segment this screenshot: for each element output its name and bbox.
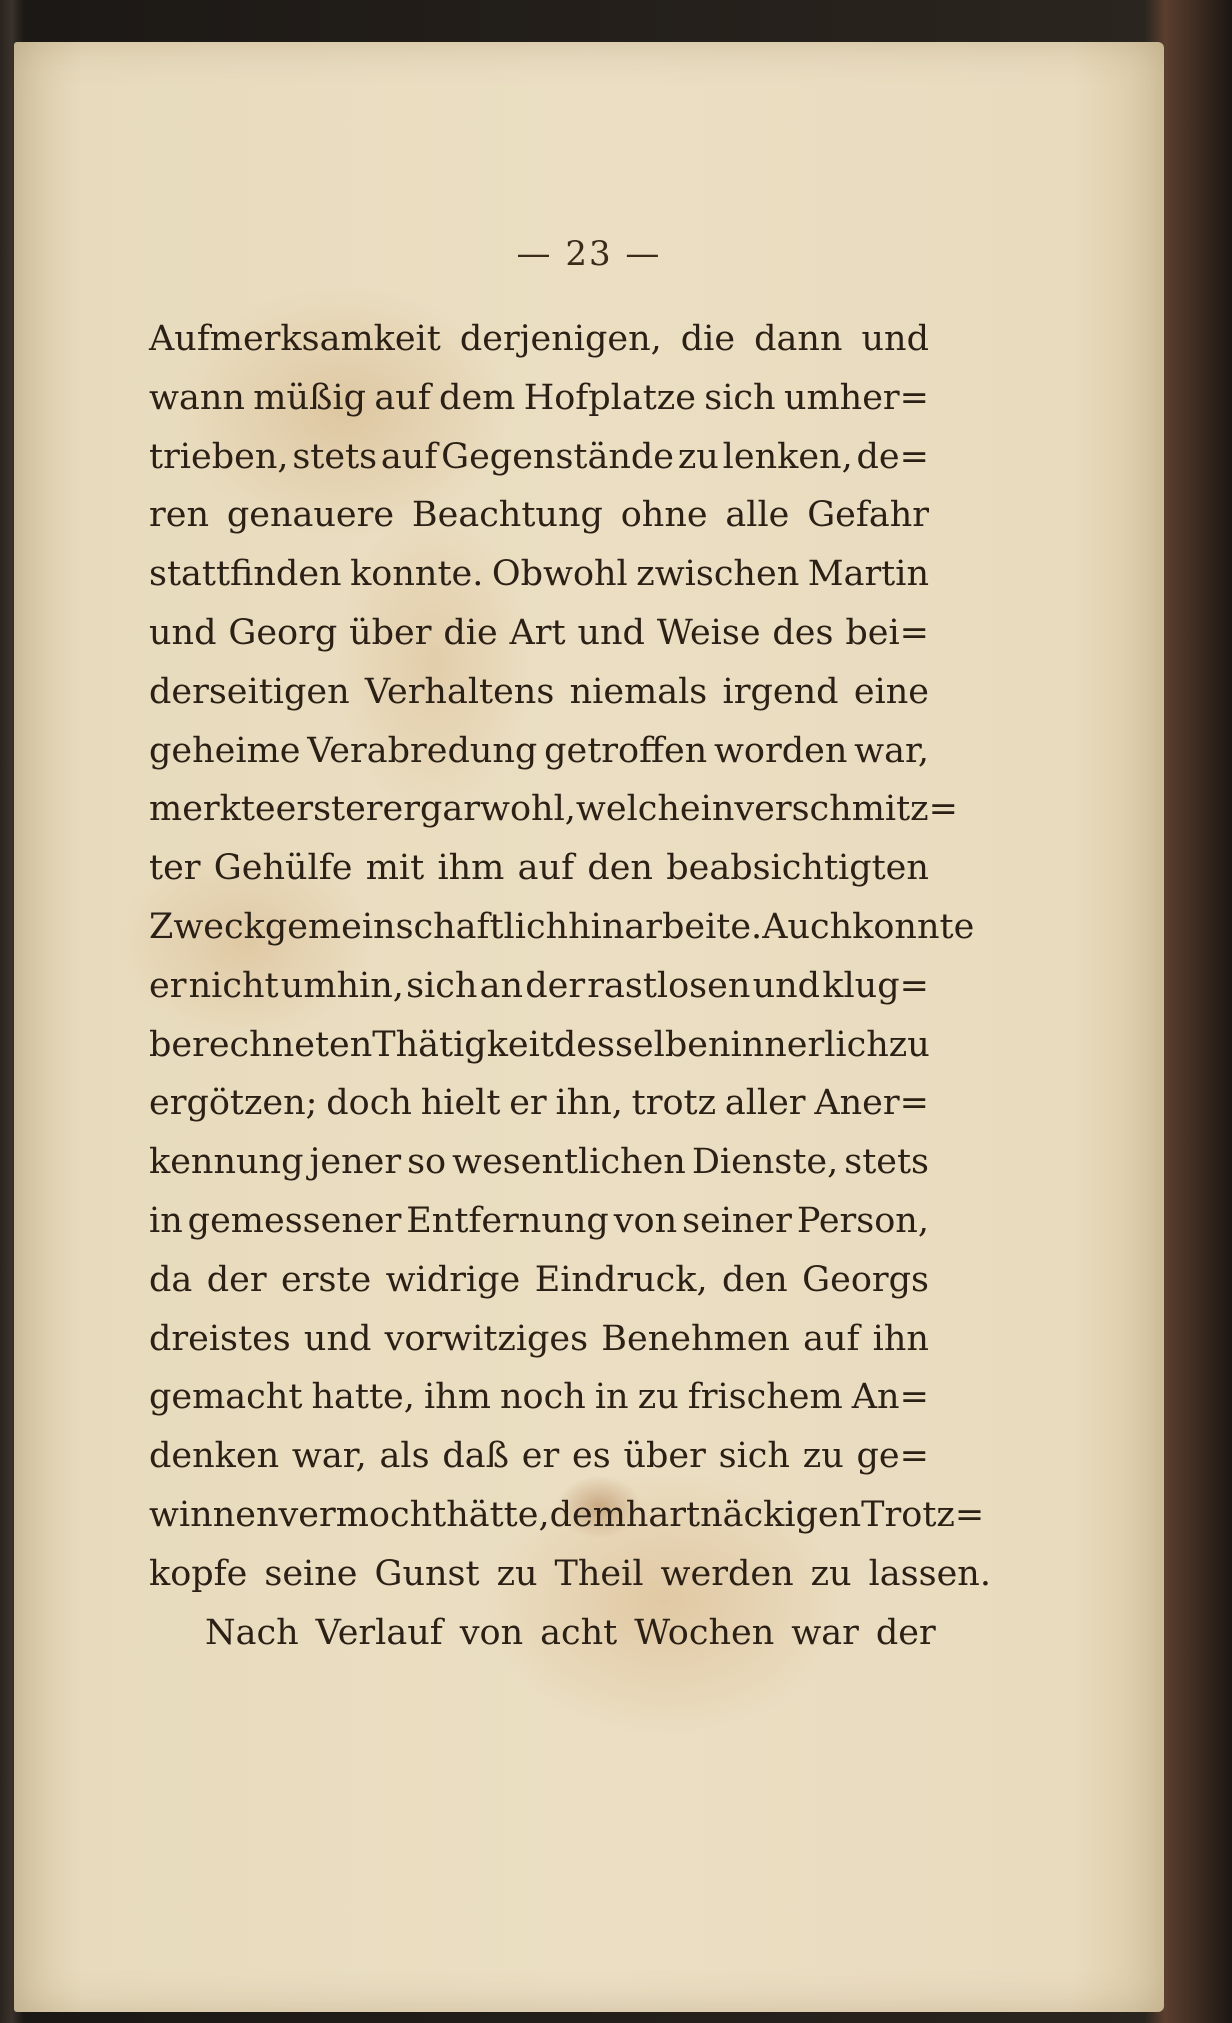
word: werden	[660, 1553, 794, 1594]
word: doch	[326, 1083, 412, 1124]
word: ihn	[872, 1318, 929, 1359]
word: und	[752, 965, 821, 1006]
word: hinarbeite.	[568, 906, 763, 947]
word: Auch	[762, 906, 853, 947]
word: und	[577, 612, 645, 653]
paper-page	[14, 42, 1164, 2012]
word: alle	[725, 495, 790, 536]
word: von	[459, 1612, 524, 1653]
text-line	[149, 486, 929, 545]
word: irgend	[722, 671, 839, 712]
word: gar	[419, 789, 480, 830]
text-line	[149, 957, 929, 1016]
word: derseitigen	[149, 671, 350, 712]
text-line	[149, 1427, 929, 1486]
word: Gehülfe	[213, 848, 353, 889]
body-text	[149, 310, 991, 1662]
word: Georg	[228, 612, 338, 653]
word: Aufmerksamkeit	[149, 319, 441, 359]
word: hielt	[420, 1083, 501, 1124]
text-line	[149, 604, 929, 663]
word: klug=	[822, 965, 929, 1006]
text-line	[149, 1486, 985, 1545]
word: verschmitz=	[734, 789, 958, 830]
word: des	[772, 612, 834, 653]
word: Martin	[807, 554, 929, 595]
word: Nach	[205, 1612, 299, 1653]
word: An=	[851, 1377, 929, 1418]
word: Entfernung	[406, 1200, 609, 1241]
word: dann	[754, 319, 843, 359]
text-line	[149, 839, 929, 898]
word: ersterer	[275, 789, 420, 830]
word: sich	[718, 1436, 790, 1477]
word: wesentlichen	[452, 1142, 686, 1183]
word: widrige	[385, 1259, 521, 1300]
word: sich	[406, 965, 478, 1006]
word: Trotz=	[861, 1494, 985, 1535]
word: Art	[509, 612, 566, 653]
word: umhin,	[280, 965, 404, 1006]
word: kennung	[149, 1142, 304, 1183]
word: auf	[380, 436, 438, 477]
word: Gegenstände	[441, 436, 675, 477]
word: ihn,	[555, 1083, 623, 1124]
word: der	[875, 1612, 936, 1653]
text-line	[149, 1192, 929, 1251]
word: zu	[677, 436, 719, 477]
text-line	[149, 1604, 936, 1663]
text-line	[149, 780, 958, 839]
word: acht	[540, 1612, 618, 1653]
text-line	[149, 1133, 929, 1192]
word: konnte	[852, 906, 975, 947]
word: genauere	[226, 495, 395, 536]
word: auf	[374, 377, 431, 418]
word: Thätigkeit	[372, 1024, 554, 1065]
word: in	[594, 1377, 629, 1418]
word: Hofplatze	[523, 377, 696, 418]
word: geheime	[149, 730, 301, 771]
word: Verabredung	[307, 730, 538, 771]
text-line	[149, 722, 929, 781]
word: als	[379, 1436, 430, 1477]
word: es	[572, 1436, 611, 1477]
word: gemeinschaftlich	[264, 906, 569, 947]
word: de=	[856, 436, 929, 477]
word: ter	[149, 848, 201, 889]
word: stattfinden	[149, 554, 342, 595]
word: Beachtung	[411, 495, 603, 536]
word: die	[443, 612, 498, 653]
word: war,	[854, 730, 929, 771]
word: derjenigen,	[459, 319, 662, 359]
word: von	[613, 1200, 678, 1241]
word: an	[479, 965, 524, 1006]
word: seine	[264, 1553, 358, 1594]
word: dem	[549, 1494, 626, 1535]
word: hätte,	[446, 1494, 550, 1535]
word: nicht	[188, 965, 279, 1006]
word: zu	[810, 1553, 852, 1594]
word: war,	[291, 1436, 367, 1477]
word: und	[149, 612, 217, 653]
word: stets	[292, 436, 378, 477]
word: Dienste,	[691, 1142, 839, 1183]
word: Wochen	[634, 1612, 775, 1653]
word: zu	[802, 1436, 844, 1477]
word: den	[587, 848, 653, 889]
word: hartnäckigen	[625, 1494, 862, 1535]
word: der	[525, 965, 586, 1006]
word: ihm	[437, 848, 505, 889]
word: vermocht	[278, 1494, 447, 1535]
word: ren	[149, 495, 209, 536]
word: wann	[149, 377, 245, 418]
word: jener	[309, 1142, 402, 1183]
word: Benehmen	[601, 1318, 790, 1359]
text-line	[149, 898, 975, 957]
text-line	[149, 1016, 929, 1075]
word: über	[349, 612, 432, 653]
word: zu	[637, 1377, 679, 1418]
word: so	[407, 1142, 447, 1183]
word: da	[149, 1259, 193, 1300]
word: auf	[517, 848, 575, 889]
word: Georgs	[802, 1259, 929, 1300]
word: er	[521, 1436, 560, 1477]
word: lenken,	[722, 436, 853, 477]
text-line	[149, 1545, 991, 1604]
word: gemessener	[187, 1200, 402, 1241]
word: über	[623, 1436, 706, 1477]
word: Obwohl	[491, 554, 628, 595]
word: Verhaltens	[364, 671, 555, 712]
word: winnen	[149, 1494, 279, 1535]
word: Person,	[796, 1200, 929, 1241]
word: kopfe	[149, 1553, 248, 1594]
word: ein	[679, 789, 735, 830]
word: erste	[281, 1259, 372, 1300]
word: ihm	[423, 1377, 491, 1418]
word: die	[680, 319, 736, 359]
word: ge=	[856, 1436, 929, 1477]
word: frischem	[687, 1377, 843, 1418]
word: getroffen	[544, 730, 708, 771]
word: merkte	[149, 789, 276, 830]
word: noch	[500, 1377, 586, 1418]
word: in	[149, 1200, 183, 1241]
word: Theil	[554, 1553, 644, 1594]
word: lassen.	[868, 1553, 991, 1594]
word: er	[509, 1083, 547, 1124]
word: müßig	[253, 377, 366, 418]
text-line	[149, 369, 929, 428]
text-line	[149, 428, 929, 487]
word: daß	[442, 1436, 509, 1477]
word: Weise	[656, 612, 761, 653]
word: trotz	[631, 1083, 717, 1124]
word: rastlosen	[587, 965, 751, 1006]
word: konnte.	[350, 554, 484, 595]
word: zu	[496, 1553, 538, 1594]
word: mit	[365, 848, 425, 889]
word: worden	[713, 730, 848, 771]
word: war	[791, 1612, 859, 1653]
word: ohne	[620, 495, 708, 536]
word: vorwitziges	[384, 1318, 589, 1359]
word: wohl,	[480, 789, 576, 830]
word: auf	[803, 1318, 860, 1359]
word: sich	[704, 377, 776, 418]
word: ergötzen;	[149, 1083, 318, 1124]
word: Eindruck,	[534, 1259, 708, 1300]
word: denken	[149, 1436, 280, 1477]
word: und	[303, 1318, 372, 1359]
word: hatte,	[311, 1377, 415, 1418]
word: Verlauf	[315, 1612, 443, 1653]
word: der	[206, 1259, 267, 1300]
word: niemals	[569, 671, 708, 712]
word: bei=	[845, 612, 929, 653]
text-line	[149, 1310, 929, 1369]
word: aller	[724, 1083, 806, 1124]
text-line	[149, 545, 929, 604]
word: zwischen	[636, 554, 800, 595]
word: dreistes	[149, 1318, 291, 1359]
text-line	[149, 1251, 929, 1310]
word: desselben	[553, 1024, 731, 1065]
word: trieben,	[149, 436, 289, 477]
word: eine	[853, 671, 929, 712]
word: Aner=	[814, 1083, 929, 1124]
word: er	[149, 965, 187, 1006]
page-number: — 23 —	[516, 234, 662, 274]
word: berechneten	[149, 1024, 373, 1065]
text-line	[149, 310, 929, 369]
word: den	[722, 1259, 788, 1300]
word: Zweck	[149, 906, 265, 947]
word: umher=	[783, 377, 929, 418]
word: und	[861, 319, 929, 359]
text-line	[149, 1368, 929, 1427]
text-line	[149, 1074, 929, 1133]
word: beabsichtigten	[666, 848, 929, 889]
word: Gefahr	[807, 495, 929, 536]
word: innerlich	[730, 1024, 889, 1065]
word: welch	[575, 789, 680, 830]
word: Gunst	[374, 1553, 480, 1594]
word: stets	[844, 1142, 929, 1183]
word: seiner	[682, 1200, 792, 1241]
word: gemacht	[149, 1377, 303, 1418]
word: dem	[439, 377, 516, 418]
word: zu	[888, 1024, 930, 1065]
text-line	[149, 663, 929, 722]
